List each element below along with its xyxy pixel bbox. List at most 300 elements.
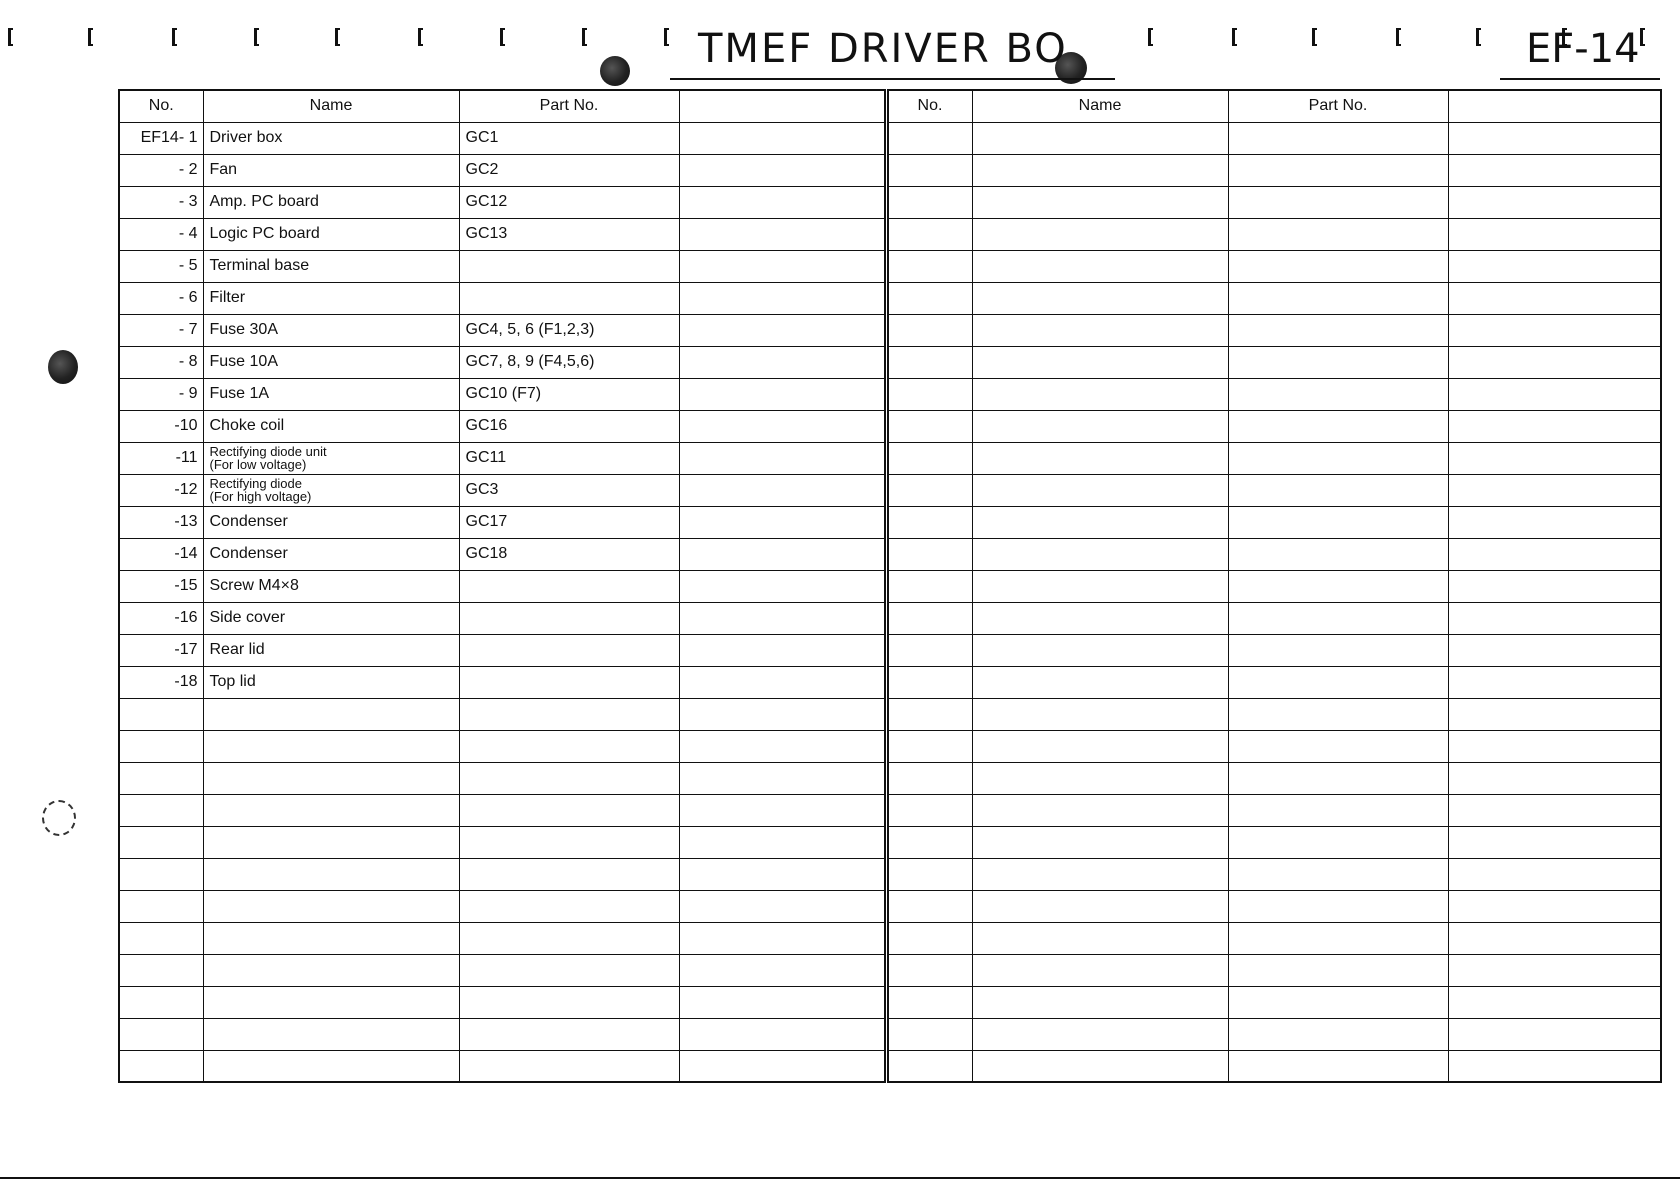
part-code-cell [459,890,679,922]
part-code-cell [459,858,679,890]
column-header: No. [886,90,972,122]
blank-cell [1448,1018,1661,1050]
column-header [679,90,886,122]
part-name-cell: Filter [203,282,459,314]
table-row [119,986,1661,1018]
table-row [119,186,1661,218]
blank-cell [679,218,886,250]
blank-cell [972,698,1228,730]
table-row [119,602,1661,634]
blank-cell [1448,410,1661,442]
blank-cell [679,890,886,922]
blank-cell [1448,794,1661,826]
part-code-cell: GC2 [459,154,679,186]
blank-cell [1448,282,1661,314]
binder-mark [335,28,340,46]
blank-cell [972,890,1228,922]
blank-cell [1228,154,1448,186]
table-row [119,250,1661,282]
table-header-row [119,90,1661,122]
blank-cell [679,762,886,794]
part-code-cell [459,602,679,634]
blank-cell [886,538,972,570]
blank-cell [679,794,886,826]
part-name-cell: Screw M4×8 [203,570,459,602]
blank-cell [972,474,1228,506]
column-header: No. [119,90,203,122]
part-number-cell [119,762,203,794]
parts-table [118,89,1662,1083]
blank-cell [679,986,886,1018]
part-number-cell [119,986,203,1018]
column-header: Part No. [459,90,679,122]
part-code-cell [459,698,679,730]
blank-cell [679,1050,886,1082]
blank-cell [679,410,886,442]
blank-cell [886,698,972,730]
blank-cell [972,250,1228,282]
table-row [119,538,1661,570]
part-number-cell: - 6 [119,282,203,314]
table-row [119,474,1661,506]
blank-cell [972,1018,1228,1050]
blank-cell [679,922,886,954]
part-name-cell: Condenser [203,538,459,570]
blank-cell [1228,506,1448,538]
blank-cell [972,506,1228,538]
part-name-cell: Logic PC board [203,218,459,250]
blank-cell [1228,666,1448,698]
table-row [119,922,1661,954]
blank-cell [972,954,1228,986]
table-row [119,762,1661,794]
blank-cell [1228,314,1448,346]
blank-cell [679,602,886,634]
table-row [119,1018,1661,1050]
column-header: Name [972,90,1228,122]
blank-cell [1448,666,1661,698]
blank-cell [679,186,886,218]
blank-cell [1228,954,1448,986]
binder-mark [1312,28,1317,46]
table-row [119,730,1661,762]
part-number-cell [119,1018,203,1050]
part-number-cell: - 3 [119,186,203,218]
binder-mark [582,28,587,46]
parts-table-body [119,122,1661,1082]
table-row [119,666,1661,698]
blank-cell [679,506,886,538]
part-number-cell [119,954,203,986]
blank-cell [679,826,886,858]
part-number-cell: - 9 [119,378,203,410]
part-code-cell [459,730,679,762]
blank-cell [679,730,886,762]
part-number-cell [119,794,203,826]
table-row [119,570,1661,602]
part-name-cell [203,794,459,826]
blank-cell [886,666,972,698]
blank-cell [972,538,1228,570]
part-name-line: Rectifying diode unit [209,444,327,459]
part-name-cell [203,1050,459,1082]
column-header: Part No. [1228,90,1448,122]
blank-cell [886,794,972,826]
blank-cell [1228,698,1448,730]
part-code-cell [459,922,679,954]
part-code-cell [459,986,679,1018]
table-row [119,378,1661,410]
page-code: EF-14 [1526,26,1640,72]
blank-cell [679,378,886,410]
binder-mark [418,28,423,46]
blank-cell [886,378,972,410]
blank-cell [972,826,1228,858]
blank-cell [886,570,972,602]
part-name-cell: Fuse 1A [203,378,459,410]
blank-cell [1448,954,1661,986]
part-number-cell: -15 [119,570,203,602]
table-row [119,826,1661,858]
blank-cell [679,858,886,890]
blank-cell [972,218,1228,250]
part-number-cell: -13 [119,506,203,538]
table-row [119,1050,1661,1082]
blank-cell [679,314,886,346]
part-name-cell: Rear lid [203,634,459,666]
part-name-cell [203,986,459,1018]
blank-cell [972,1050,1228,1082]
blank-cell [886,1018,972,1050]
part-number-cell [119,698,203,730]
part-name-cell [203,698,459,730]
blank-cell [1228,762,1448,794]
blank-cell [1228,826,1448,858]
blank-cell [972,794,1228,826]
blank-cell [679,346,886,378]
part-name-cell [203,858,459,890]
blank-cell [972,346,1228,378]
part-name-cell [203,826,459,858]
part-name-cell [203,442,459,474]
part-number-cell: - 5 [119,250,203,282]
blank-cell [972,634,1228,666]
blank-cell [679,1018,886,1050]
punch-hole [42,800,76,836]
blank-cell [1448,506,1661,538]
part-name-line: Rectifying diode [209,476,302,491]
part-code-cell: GC13 [459,218,679,250]
part-number-cell: -11 [119,442,203,474]
table-row [119,218,1661,250]
blank-cell [972,442,1228,474]
part-code-cell: GC4, 5, 6 (F1,2,3) [459,314,679,346]
page-title: TMEF DRIVER BO [698,26,1068,72]
blank-cell [1448,602,1661,634]
blank-cell [1448,1050,1661,1082]
table-row [119,314,1661,346]
title-block [670,20,1115,80]
part-number-cell: - 8 [119,346,203,378]
table-row [119,954,1661,986]
part-code-cell [459,954,679,986]
table-row [119,858,1661,890]
part-number-cell [119,826,203,858]
part-number-cell: -18 [119,666,203,698]
blank-cell [1228,986,1448,1018]
part-name-cell: Top lid [203,666,459,698]
part-number-cell: - 2 [119,154,203,186]
blank-cell [1448,826,1661,858]
punch-hole [600,56,630,86]
part-code-cell: GC10 (F7) [459,378,679,410]
blank-cell [886,410,972,442]
part-code-cell: GC1 [459,122,679,154]
blank-cell [1448,442,1661,474]
blank-cell [1228,442,1448,474]
blank-cell [972,602,1228,634]
blank-cell [1228,282,1448,314]
blank-cell [1448,986,1661,1018]
table-row [119,506,1661,538]
part-name-cell: Driver box [203,122,459,154]
part-code-cell: GC16 [459,410,679,442]
blank-cell [886,922,972,954]
blank-cell [972,282,1228,314]
blank-cell [679,698,886,730]
blank-cell [1228,570,1448,602]
table-row [119,122,1661,154]
blank-cell [972,154,1228,186]
blank-cell [679,282,886,314]
blank-cell [1228,474,1448,506]
blank-cell [1448,858,1661,890]
blank-cell [679,250,886,282]
blank-cell [886,122,972,154]
blank-cell [1228,1050,1448,1082]
part-code-cell: GC11 [459,442,679,474]
blank-cell [972,570,1228,602]
part-number-cell: -12 [119,474,203,506]
part-code-cell [459,666,679,698]
part-number-cell: -14 [119,538,203,570]
part-name-cell: Fuse 10A [203,346,459,378]
blank-cell [1228,218,1448,250]
part-number-cell: EF14- 1 [119,122,203,154]
blank-cell [679,634,886,666]
blank-cell [1448,634,1661,666]
blank-cell [1448,538,1661,570]
blank-cell [1228,410,1448,442]
binder-mark [1396,28,1401,46]
part-name-cell [203,762,459,794]
blank-cell [1228,794,1448,826]
blank-cell [972,730,1228,762]
blank-cell [972,122,1228,154]
part-code-cell [459,1018,679,1050]
blank-cell [1448,730,1661,762]
blank-cell [1228,346,1448,378]
blank-cell [886,826,972,858]
bottom-rule [0,1177,1680,1179]
blank-cell [1228,730,1448,762]
blank-cell [1228,922,1448,954]
part-name-cell [203,954,459,986]
part-code-cell [459,634,679,666]
blank-cell [1228,602,1448,634]
blank-cell [1228,378,1448,410]
blank-cell [1448,762,1661,794]
part-number-cell: - 7 [119,314,203,346]
blank-cell [679,666,886,698]
blank-cell [679,538,886,570]
part-number-cell [119,858,203,890]
blank-cell [886,858,972,890]
blank-cell [679,154,886,186]
part-code-cell: GC12 [459,186,679,218]
blank-cell [886,634,972,666]
binder-mark [500,28,505,46]
part-number-cell [119,922,203,954]
blank-cell [1228,1018,1448,1050]
part-code-cell [459,826,679,858]
page-code-block [1500,22,1660,80]
part-name-cell [203,890,459,922]
part-code-cell [459,794,679,826]
column-header: Name [203,90,459,122]
blank-cell [1448,218,1661,250]
part-name-cell: Fan [203,154,459,186]
blank-cell [1228,122,1448,154]
blank-cell [972,986,1228,1018]
part-name-cell [203,730,459,762]
part-code-cell [459,762,679,794]
blank-cell [886,1050,972,1082]
part-name-cell [203,922,459,954]
part-name-cell: Choke coil [203,410,459,442]
binder-mark [254,28,259,46]
binder-mark [88,28,93,46]
part-name-note: (For low voltage) [209,457,307,472]
table-row [119,442,1661,474]
part-code-cell [459,282,679,314]
blank-cell [1448,570,1661,602]
table-row [119,698,1661,730]
part-number-cell: -16 [119,602,203,634]
blank-cell [886,602,972,634]
blank-cell [886,890,972,922]
blank-cell [679,570,886,602]
part-number-cell: -10 [119,410,203,442]
part-name-cell [203,1018,459,1050]
part-number-cell [119,890,203,922]
blank-cell [679,474,886,506]
blank-cell [886,186,972,218]
part-name-cell: Amp. PC board [203,186,459,218]
binder-mark [1476,28,1481,46]
blank-cell [679,442,886,474]
blank-cell [886,218,972,250]
part-code-cell: GC17 [459,506,679,538]
blank-cell [1448,698,1661,730]
blank-cell [1448,186,1661,218]
blank-cell [1448,154,1661,186]
blank-cell [1228,250,1448,282]
blank-cell [886,986,972,1018]
blank-cell [1448,378,1661,410]
blank-cell [1448,122,1661,154]
blank-cell [886,954,972,986]
binder-mark [8,28,13,46]
blank-cell [1448,474,1661,506]
part-code-cell [459,570,679,602]
part-number-cell [119,730,203,762]
blank-cell [679,954,886,986]
blank-cell [886,154,972,186]
part-code-cell [459,250,679,282]
part-name-cell: Condenser [203,506,459,538]
blank-cell [886,730,972,762]
blank-cell [1228,890,1448,922]
blank-cell [1448,314,1661,346]
blank-cell [679,122,886,154]
blank-cell [972,186,1228,218]
part-code-cell: GC18 [459,538,679,570]
blank-cell [886,506,972,538]
blank-cell [1448,346,1661,378]
table-row [119,634,1661,666]
blank-cell [972,666,1228,698]
part-name-cell: Terminal base [203,250,459,282]
part-name-cell [203,474,459,506]
blank-cell [972,314,1228,346]
blank-cell [972,858,1228,890]
blank-cell [886,474,972,506]
binder-mark [664,28,669,46]
part-number-cell: -17 [119,634,203,666]
blank-cell [1228,538,1448,570]
part-name-cell: Side cover [203,602,459,634]
column-header [1448,90,1661,122]
blank-cell [886,762,972,794]
table-row [119,154,1661,186]
blank-cell [972,922,1228,954]
blank-cell [1448,922,1661,954]
punch-hole [48,350,78,384]
blank-cell [886,346,972,378]
part-code-cell: GC3 [459,474,679,506]
part-number-cell: - 4 [119,218,203,250]
table-row [119,282,1661,314]
blank-cell [1448,250,1661,282]
blank-cell [972,378,1228,410]
binder-mark [172,28,177,46]
blank-cell [886,442,972,474]
blank-cell [886,250,972,282]
part-name-cell: Fuse 30A [203,314,459,346]
blank-cell [1228,634,1448,666]
blank-cell [972,410,1228,442]
part-number-cell [119,1050,203,1082]
binder-mark [1148,28,1153,46]
blank-cell [886,314,972,346]
part-code-cell: GC7, 8, 9 (F4,5,6) [459,346,679,378]
table-row [119,346,1661,378]
table-row [119,794,1661,826]
binder-mark [1232,28,1237,46]
part-code-cell [459,1050,679,1082]
blank-cell [1228,186,1448,218]
